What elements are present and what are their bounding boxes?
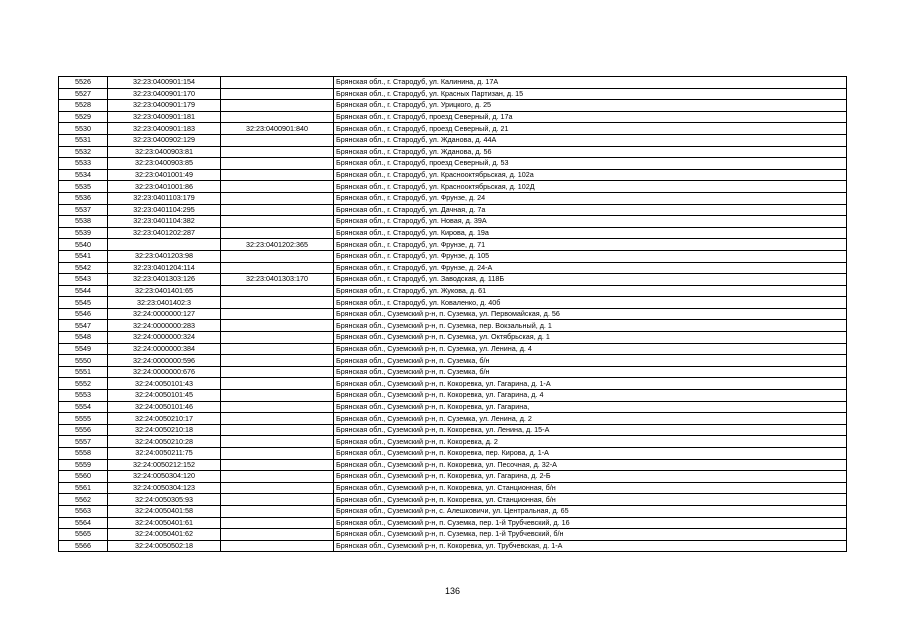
row-number-cell: 5540: [59, 239, 108, 251]
table-row: [59, 471, 847, 483]
previous-cadastral-number-cell: [221, 308, 334, 320]
address-cell: Брянская обл., г. Стародуб, проезд Северный, д. 17а: [334, 111, 847, 123]
address-cell: Брянская обл., г. Стародуб, ул. Красных Партизан, д. 15: [334, 88, 847, 100]
table-row: [59, 332, 847, 344]
address-cell: Брянская обл., Суземский р-н, п. Суземка, б/н: [334, 355, 847, 367]
cadastral-number-cell: 32:24:0050210:18: [108, 424, 221, 436]
table-row: [59, 459, 847, 471]
row-number-cell: 5533: [59, 158, 108, 170]
previous-cadastral-number-cell: [221, 297, 334, 309]
previous-cadastral-number-cell: [221, 424, 334, 436]
cadastral-number-cell: 32:24:0000000:127: [108, 308, 221, 320]
previous-cadastral-number-cell: [221, 204, 334, 216]
row-number-cell: 5555: [59, 413, 108, 425]
previous-cadastral-number-cell: [221, 111, 334, 123]
row-number-cell: 5553: [59, 390, 108, 402]
previous-cadastral-number-cell: [221, 262, 334, 274]
address-cell: Брянская обл., Суземский р-н, с. Алешковичи, ул. Центральная, д. 65: [334, 505, 847, 517]
cadastral-number-cell: 32:24:0050304:120: [108, 471, 221, 483]
previous-cadastral-number-cell: [221, 77, 334, 89]
table-row: [59, 227, 847, 239]
registry-table-body: [59, 77, 847, 552]
row-number-cell: 5552: [59, 378, 108, 390]
row-number-cell: 5541: [59, 250, 108, 262]
cadastral-number-cell: 32:24:0050401:62: [108, 529, 221, 541]
cadastral-number-cell: 32:24:0000000:324: [108, 332, 221, 344]
address-cell: Брянская обл., г. Стародуб, ул. Заводская, д. 118Б: [334, 274, 847, 286]
cadastral-number-cell: 32:23:0400902:129: [108, 134, 221, 146]
row-number-cell: 5559: [59, 459, 108, 471]
row-number-cell: 5547: [59, 320, 108, 332]
table-row: [59, 505, 847, 517]
address-cell: Брянская обл., Суземский р-н, п. Кокоревка, д. 2: [334, 436, 847, 448]
address-cell: Брянская обл., Суземский р-н, п. Кокоревка, ул. Гагарина, д. 4: [334, 390, 847, 402]
row-number-cell: 5542: [59, 262, 108, 274]
address-cell: Брянская обл., г. Стародуб, ул. Жукова, д. 61: [334, 285, 847, 297]
table-row: [59, 297, 847, 309]
row-number-cell: 5527: [59, 88, 108, 100]
row-number-cell: 5561: [59, 482, 108, 494]
row-number-cell: 5566: [59, 540, 108, 552]
row-number-cell: 5556: [59, 424, 108, 436]
table-row: [59, 204, 847, 216]
cadastral-number-cell: 32:23:0400903:81: [108, 146, 221, 158]
cadastral-number-cell: 32:23:0401402:3: [108, 297, 221, 309]
address-cell: Брянская обл., Суземский р-н, п. Суземка, пер. Вокзальный, д. 1: [334, 320, 847, 332]
cadastral-number-cell: 32:23:0400903:85: [108, 158, 221, 170]
previous-cadastral-number-cell: [221, 413, 334, 425]
row-number-cell: 5535: [59, 181, 108, 193]
row-number-cell: 5534: [59, 169, 108, 181]
cadastral-number-cell: 32:24:0000000:384: [108, 343, 221, 355]
table-row: [59, 134, 847, 146]
table-row: [59, 158, 847, 170]
row-number-cell: 5564: [59, 517, 108, 529]
table-row: [59, 517, 847, 529]
address-cell: Брянская обл., Суземский р-н, п. Суземка, пер. 1-й Трубчевский, д. 16: [334, 517, 847, 529]
table-row: [59, 482, 847, 494]
previous-cadastral-number-cell: [221, 250, 334, 262]
table-row: [59, 308, 847, 320]
row-number-cell: 5565: [59, 529, 108, 541]
cadastral-number-cell: 32:24:0050101:43: [108, 378, 221, 390]
previous-cadastral-number-cell: [221, 390, 334, 402]
cadastral-number-cell: 32:23:0401401:65: [108, 285, 221, 297]
previous-cadastral-number-cell: [221, 320, 334, 332]
cadastral-number-cell: 32:23:0401202:287: [108, 227, 221, 239]
previous-cadastral-number-cell: [221, 471, 334, 483]
previous-cadastral-number-cell: [221, 448, 334, 460]
cadastral-number-cell: 32:23:0401204:114: [108, 262, 221, 274]
address-cell: Брянская обл., г. Стародуб, ул. Фрунзе, д. 105: [334, 250, 847, 262]
row-number-cell: 5544: [59, 285, 108, 297]
address-cell: Брянская обл., Суземский р-н, п. Суземка, ул. Ленина, д. 2: [334, 413, 847, 425]
row-number-cell: 5531: [59, 134, 108, 146]
previous-cadastral-number-cell: [221, 134, 334, 146]
cadastral-number-cell: 32:24:0050502:18: [108, 540, 221, 552]
address-cell: Брянская обл., г. Стародуб, ул. Фрунзе, д. 24-А: [334, 262, 847, 274]
cadastral-number-cell: 32:24:0050305:93: [108, 494, 221, 506]
cadastral-number-cell: 32:24:0000000:596: [108, 355, 221, 367]
cadastral-number-cell: 32:23:0400901:154: [108, 77, 221, 89]
table-row: [59, 77, 847, 89]
row-number-cell: 5537: [59, 204, 108, 216]
row-number-cell: 5563: [59, 505, 108, 517]
cadastral-number-cell: 32:24:0050211:75: [108, 448, 221, 460]
cadastral-number-cell: [108, 239, 221, 251]
table-row: [59, 100, 847, 112]
row-number-cell: 5546: [59, 308, 108, 320]
table-row: [59, 88, 847, 100]
cadastral-number-cell: 32:24:0050210:17: [108, 413, 221, 425]
row-number-cell: 5530: [59, 123, 108, 135]
cadastral-number-cell: 32:23:0401104:382: [108, 216, 221, 228]
row-number-cell: 5549: [59, 343, 108, 355]
address-cell: Брянская обл., г. Стародуб, ул. Краснооктябрьская, д. 102а: [334, 169, 847, 181]
cadastral-number-cell: 32:23:0400901:183: [108, 123, 221, 135]
address-cell: Брянская обл., Суземский р-н, п. Кокоревка, ул. Песочная, д. 32-А: [334, 459, 847, 471]
previous-cadastral-number-cell: 32:23:0401303:170: [221, 274, 334, 286]
cadastral-number-cell: 32:24:0050401:61: [108, 517, 221, 529]
cadastral-number-cell: 32:24:0050101:46: [108, 401, 221, 413]
address-cell: Брянская обл., г. Стародуб, ул. Новая, д. 39А: [334, 216, 847, 228]
table-row: [59, 529, 847, 541]
cadastral-number-cell: 32:24:0000000:676: [108, 366, 221, 378]
page-number: 136: [444, 586, 461, 596]
address-cell: Брянская обл., г. Стародуб, ул. Краснооктябрьская, д. 102Д: [334, 181, 847, 193]
previous-cadastral-number-cell: [221, 158, 334, 170]
address-cell: Брянская обл., г. Стародуб, ул. Жданова, д. 56: [334, 146, 847, 158]
table-row: [59, 274, 847, 286]
row-number-cell: 5532: [59, 146, 108, 158]
previous-cadastral-number-cell: [221, 169, 334, 181]
cadastral-number-cell: 32:23:0401001:49: [108, 169, 221, 181]
table-row: [59, 448, 847, 460]
cadastral-number-cell: 32:24:0050210:28: [108, 436, 221, 448]
row-number-cell: 5526: [59, 77, 108, 89]
cadastral-number-cell: 32:23:0401203:98: [108, 250, 221, 262]
table-row: [59, 424, 847, 436]
address-cell: Брянская обл., г. Стародуб, ул. Кирова, д. 19а: [334, 227, 847, 239]
address-cell: Брянская обл., Суземский р-н, п. Суземка, б/н: [334, 366, 847, 378]
table-row: [59, 111, 847, 123]
previous-cadastral-number-cell: [221, 459, 334, 471]
address-cell: Брянская обл., Суземский р-н, п. Кокоревка, ул. Станционная, б/н: [334, 494, 847, 506]
cadastral-number-cell: 32:23:0400901:170: [108, 88, 221, 100]
table-row: [59, 262, 847, 274]
row-number-cell: 5557: [59, 436, 108, 448]
row-number-cell: 5528: [59, 100, 108, 112]
row-number-cell: 5548: [59, 332, 108, 344]
address-cell: Брянская обл., Суземский р-н, п. Кокоревка, ул. Станционная, б/н: [334, 482, 847, 494]
row-number-cell: 5562: [59, 494, 108, 506]
cadastral-number-cell: 32:23:0401103:179: [108, 192, 221, 204]
table-row: [59, 343, 847, 355]
address-cell: Брянская обл., г. Стародуб, ул. Жданова, д. 44А: [334, 134, 847, 146]
previous-cadastral-number-cell: [221, 529, 334, 541]
previous-cadastral-number-cell: [221, 192, 334, 204]
table-row: [59, 390, 847, 402]
table-row: [59, 401, 847, 413]
address-cell: Брянская обл., г. Стародуб, проезд Северный, д. 21: [334, 123, 847, 135]
previous-cadastral-number-cell: 32:23:0400901:840: [221, 123, 334, 135]
address-cell: Брянская обл., г. Стародуб, ул. Фрунзе, д. 24: [334, 192, 847, 204]
cadastral-number-cell: 32:23:0400901:179: [108, 100, 221, 112]
table-row: [59, 250, 847, 262]
address-cell: Брянская обл., г. Стародуб, проезд Северный, д. 53: [334, 158, 847, 170]
row-number-cell: 5558: [59, 448, 108, 460]
table-row: [59, 123, 847, 135]
address-cell: Брянская обл., г. Стародуб, ул. Урицкого, д. 25: [334, 100, 847, 112]
cadastral-number-cell: 32:23:0401104:295: [108, 204, 221, 216]
row-number-cell: 5529: [59, 111, 108, 123]
address-cell: Брянская обл., Суземский р-н, п. Кокоревка, ул. Гагарина, д. 2-Б: [334, 471, 847, 483]
address-cell: Брянская обл., Суземский р-н, п. Суземка, ул. Первомайская, д. 56: [334, 308, 847, 320]
row-number-cell: 5543: [59, 274, 108, 286]
address-cell: Брянская обл., г. Стародуб, ул. Коваленко, д. 40б: [334, 297, 847, 309]
table-row: [59, 181, 847, 193]
cadastral-number-cell: 32:23:0401001:86: [108, 181, 221, 193]
previous-cadastral-number-cell: [221, 146, 334, 158]
row-number-cell: 5545: [59, 297, 108, 309]
previous-cadastral-number-cell: [221, 505, 334, 517]
table-row: [59, 494, 847, 506]
cadastral-number-cell: 32:24:0050101:45: [108, 390, 221, 402]
previous-cadastral-number-cell: [221, 540, 334, 552]
table-row: [59, 239, 847, 251]
previous-cadastral-number-cell: [221, 436, 334, 448]
table-row: [59, 146, 847, 158]
table-row: [59, 216, 847, 228]
cadastral-number-cell: 32:24:0050304:123: [108, 482, 221, 494]
row-number-cell: 5560: [59, 471, 108, 483]
previous-cadastral-number-cell: [221, 355, 334, 367]
row-number-cell: 5554: [59, 401, 108, 413]
address-cell: Брянская обл., г. Стародуб, ул. Калинина, д. 17А: [334, 77, 847, 89]
table-row: [59, 169, 847, 181]
previous-cadastral-number-cell: [221, 366, 334, 378]
address-cell: Брянская обл., г. Стародуб, ул. Дачная, д. 7а: [334, 204, 847, 216]
address-cell: Брянская обл., г. Стародуб, ул. Фрунзе, д. 71: [334, 239, 847, 251]
registry-table: [58, 76, 847, 552]
cadastral-number-cell: 32:24:0050401:58: [108, 505, 221, 517]
previous-cadastral-number-cell: [221, 517, 334, 529]
table-row: [59, 366, 847, 378]
address-cell: Брянская обл., Суземский р-н, п. Суземка, ул. Ленина, д. 4: [334, 343, 847, 355]
previous-cadastral-number-cell: [221, 88, 334, 100]
table-row: [59, 540, 847, 552]
row-number-cell: 5551: [59, 366, 108, 378]
row-number-cell: 5538: [59, 216, 108, 228]
cadastral-number-cell: 32:24:0000000:283: [108, 320, 221, 332]
table-row: [59, 355, 847, 367]
address-cell: Брянская обл., Суземский р-н, п. Суземка, ул. Октябрьская, д. 1: [334, 332, 847, 344]
cadastral-number-cell: 32:23:0401303:126: [108, 274, 221, 286]
previous-cadastral-number-cell: [221, 227, 334, 239]
address-cell: Брянская обл., Суземский р-н, п. Кокоревка, ул. Трубчевская, д. 1-А: [334, 540, 847, 552]
previous-cadastral-number-cell: [221, 482, 334, 494]
previous-cadastral-number-cell: [221, 216, 334, 228]
previous-cadastral-number-cell: [221, 378, 334, 390]
table-row: [59, 192, 847, 204]
table-row: [59, 436, 847, 448]
cadastral-number-cell: 32:23:0400901:181: [108, 111, 221, 123]
address-cell: Брянская обл., Суземский р-н, п. Кокоревка, ул. Ленина, д. 15-А: [334, 424, 847, 436]
previous-cadastral-number-cell: [221, 100, 334, 112]
previous-cadastral-number-cell: [221, 494, 334, 506]
row-number-cell: 5539: [59, 227, 108, 239]
address-cell: Брянская обл., Суземский р-н, п. Кокоревка, ул. Гагарина, д. 1-А: [334, 378, 847, 390]
address-cell: Брянская обл., Суземский р-н, п. Кокоревка, пер. Кирова, д. 1-А: [334, 448, 847, 460]
table-row: [59, 413, 847, 425]
previous-cadastral-number-cell: [221, 181, 334, 193]
row-number-cell: 5536: [59, 192, 108, 204]
previous-cadastral-number-cell: [221, 285, 334, 297]
cadastral-number-cell: 32:24:0050212:152: [108, 459, 221, 471]
previous-cadastral-number-cell: [221, 401, 334, 413]
row-number-cell: 5550: [59, 355, 108, 367]
previous-cadastral-number-cell: [221, 332, 334, 344]
address-cell: Брянская обл., Суземский р-н, п. Суземка, пер. 1-й Трубчевский, б/н: [334, 529, 847, 541]
previous-cadastral-number-cell: 32:23:0401202:365: [221, 239, 334, 251]
table-row: [59, 320, 847, 332]
table-row: [59, 378, 847, 390]
previous-cadastral-number-cell: [221, 343, 334, 355]
table-row: [59, 285, 847, 297]
address-cell: Брянская обл., Суземский р-н, п. Кокоревка, ул. Гагарина,: [334, 401, 847, 413]
